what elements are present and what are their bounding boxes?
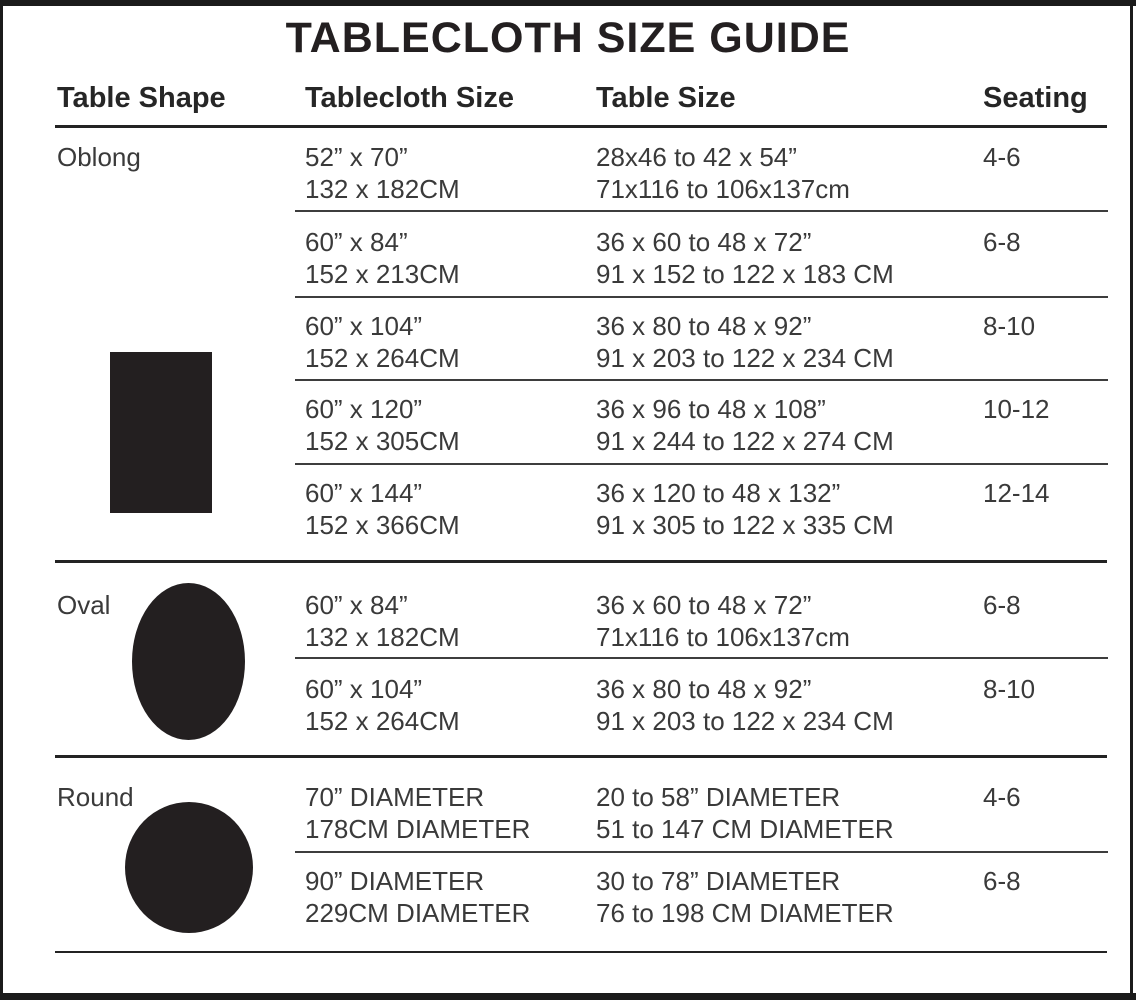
size-line: 60” x 84” bbox=[305, 227, 408, 257]
size-line: 36 x 120 to 48 x 132” bbox=[596, 478, 841, 508]
seating-cell: 4-6 bbox=[983, 142, 1021, 172]
section-divider bbox=[55, 560, 1107, 563]
table-size-cell bbox=[596, 226, 894, 290]
table-size-cell bbox=[596, 141, 850, 205]
size-line: 60” x 144” bbox=[305, 478, 423, 508]
oblong-shape-icon bbox=[110, 352, 212, 513]
size-line: 132 x 182CM bbox=[305, 622, 460, 652]
seating-cell: 6-8 bbox=[983, 866, 1021, 896]
round-shape-icon bbox=[125, 802, 253, 933]
size-line: 60” x 104” bbox=[305, 674, 423, 704]
size-line: 36 x 96 to 48 x 108” bbox=[596, 394, 826, 424]
size-line: 30 to 78” DIAMETER bbox=[596, 866, 841, 896]
size-line: 152 x 366CM bbox=[305, 510, 460, 540]
row-divider bbox=[295, 210, 1108, 212]
tablecloth-size-cell bbox=[305, 226, 460, 290]
header-divider bbox=[55, 125, 1107, 128]
size-line: 76 to 198 CM DIAMETER bbox=[596, 898, 894, 928]
oval-shape-icon bbox=[132, 583, 245, 740]
size-line: 36 x 80 to 48 x 92” bbox=[596, 674, 812, 704]
table-size-cell bbox=[596, 477, 894, 541]
row-divider bbox=[295, 657, 1108, 659]
bottom-divider bbox=[55, 951, 1107, 953]
size-line: 60” x 84” bbox=[305, 590, 408, 620]
size-line: 60” x 120” bbox=[305, 394, 423, 424]
seating-cell: 8-10 bbox=[983, 674, 1036, 704]
tablecloth-size-cell bbox=[305, 141, 460, 205]
seating-cell: 4-6 bbox=[983, 782, 1021, 812]
table-size-cell bbox=[596, 673, 894, 737]
size-line: 152 x 264CM bbox=[305, 706, 460, 736]
seating-cell: 8-10 bbox=[983, 311, 1036, 341]
section-label-round: Round bbox=[57, 782, 134, 812]
size-line: 132 x 182CM bbox=[305, 174, 460, 204]
tablecloth-size-cell bbox=[305, 589, 460, 653]
seating-cell: 10-12 bbox=[983, 394, 1050, 424]
column-header-tablecloth-size: Tablecloth Size bbox=[305, 82, 514, 114]
row-divider bbox=[295, 296, 1108, 298]
size-line: 70” DIAMETER bbox=[305, 782, 485, 812]
size-line: 60” x 104” bbox=[305, 311, 423, 341]
page-title: TABLECLOTH SIZE GUIDE bbox=[285, 14, 851, 62]
size-line: 28x46 to 42 x 54” bbox=[596, 142, 797, 172]
tablecloth-size-cell bbox=[305, 477, 460, 541]
size-line: 91 x 244 to 122 x 274 CM bbox=[596, 426, 894, 456]
size-line: 36 x 60 to 48 x 72” bbox=[596, 590, 812, 620]
row-divider bbox=[295, 379, 1108, 381]
bottom-border-bar bbox=[0, 993, 1136, 1000]
size-line: 71x116 to 106x137cm bbox=[596, 174, 850, 204]
column-header-table-size: Table Size bbox=[596, 82, 736, 114]
seating-cell: 6-8 bbox=[983, 590, 1021, 620]
size-line: 91 x 203 to 122 x 234 CM bbox=[596, 343, 894, 373]
size-line: 36 x 80 to 48 x 92” bbox=[596, 311, 812, 341]
tablecloth-size-cell bbox=[305, 865, 530, 929]
size-line: 229CM DIAMETER bbox=[305, 898, 531, 928]
size-line: 178CM DIAMETER bbox=[305, 814, 531, 844]
top-border-bar bbox=[0, 0, 1136, 6]
left-border-line bbox=[0, 0, 3, 1000]
tablecloth-size-cell bbox=[305, 310, 460, 374]
row-divider bbox=[295, 463, 1108, 465]
table-size-cell bbox=[596, 393, 894, 457]
size-line: 91 x 152 to 122 x 183 CM bbox=[596, 259, 894, 289]
seating-cell: 6-8 bbox=[983, 227, 1021, 257]
column-header-table-shape: Table Shape bbox=[57, 82, 226, 114]
column-header-seating: Seating bbox=[983, 82, 1088, 114]
tablecloth-size-cell bbox=[305, 393, 460, 457]
size-line: 71x116 to 106x137cm bbox=[596, 622, 850, 652]
right-border-line bbox=[1130, 0, 1133, 1000]
table-size-cell bbox=[596, 310, 894, 374]
seating-cell: 12-14 bbox=[983, 478, 1050, 508]
size-line: 52” x 70” bbox=[305, 142, 408, 172]
size-line: 90” DIAMETER bbox=[305, 866, 485, 896]
tablecloth-size-cell bbox=[305, 781, 530, 845]
size-line: 51 to 147 CM DIAMETER bbox=[596, 814, 894, 844]
size-line: 152 x 305CM bbox=[305, 426, 460, 456]
size-line: 91 x 203 to 122 x 234 CM bbox=[596, 706, 894, 736]
section-divider bbox=[55, 755, 1107, 758]
section-label-oblong: Oblong bbox=[57, 142, 141, 172]
table-size-cell bbox=[596, 781, 894, 845]
section-label-oval: Oval bbox=[57, 590, 111, 620]
table-size-cell bbox=[596, 865, 894, 929]
table-size-cell bbox=[596, 589, 850, 653]
size-line: 20 to 58” DIAMETER bbox=[596, 782, 841, 812]
size-line: 152 x 213CM bbox=[305, 259, 460, 289]
row-divider bbox=[295, 851, 1108, 853]
tablecloth-size-cell bbox=[305, 673, 460, 737]
size-line: 91 x 305 to 122 x 335 CM bbox=[596, 510, 894, 540]
size-line: 36 x 60 to 48 x 72” bbox=[596, 227, 812, 257]
size-line: 152 x 264CM bbox=[305, 343, 460, 373]
